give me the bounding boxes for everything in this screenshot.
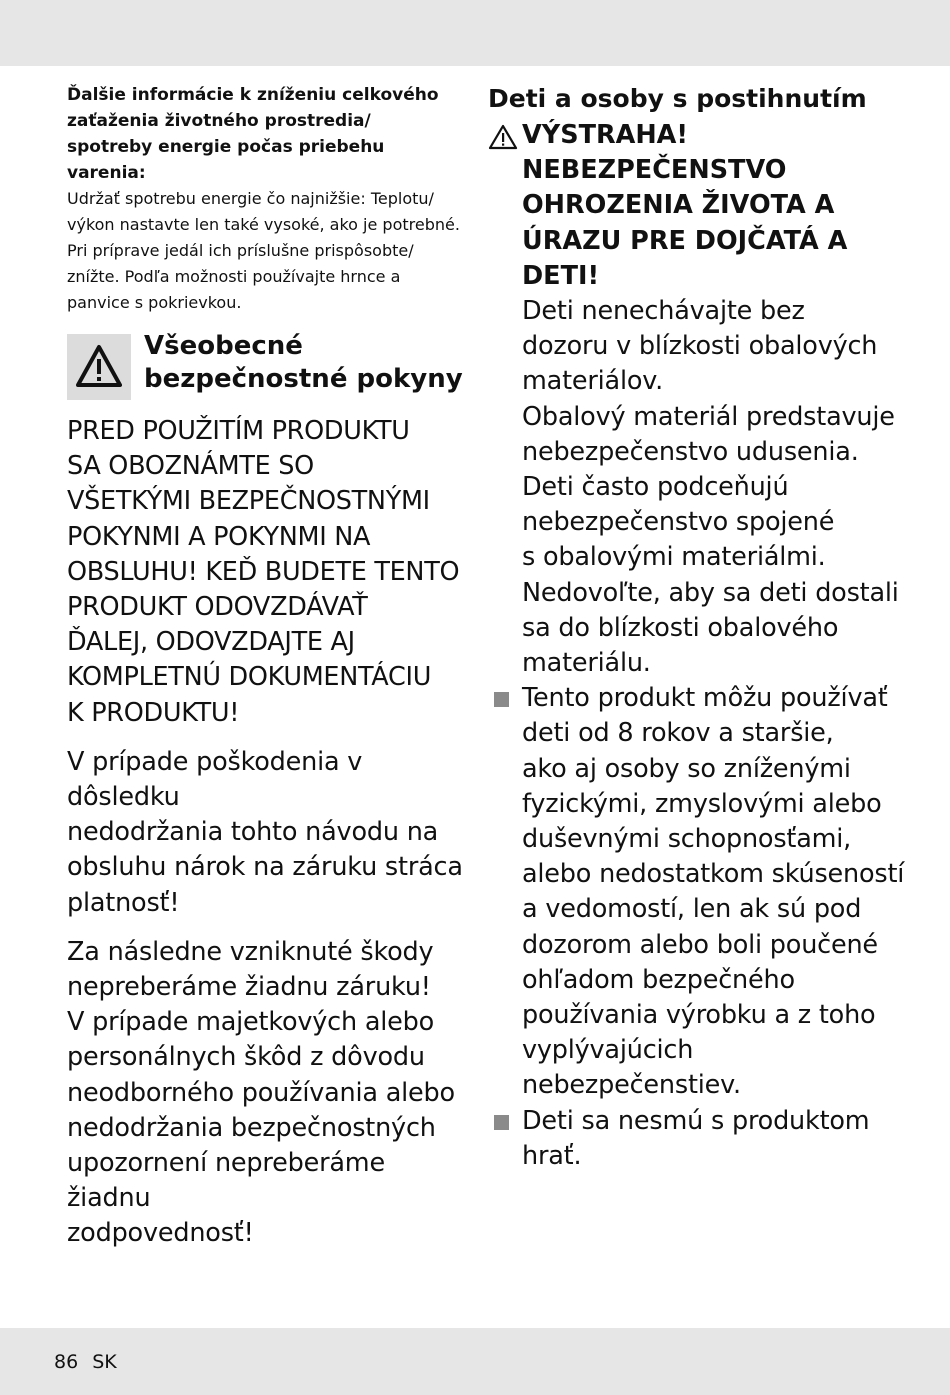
warning-icon-box — [67, 334, 131, 400]
page-number: 86 — [54, 1351, 79, 1373]
list-item — [488, 681, 908, 1103]
header-band — [0, 0, 950, 66]
list-item — [488, 1104, 908, 1174]
liability-paragraph: Za následne vzniknuté škody nepreberáme žiadnu záruku! V prípade majetkových alebo personálnych škôd z dôvodu neodborného používania alebo nedodržania bezpečnostných upozornení nepreberáme žiadnu zodpovednosť! — [67, 936, 455, 1249]
warning-text: Deti nenechávajte bez dozoru v blízkosti obalových materiálov. Obalový materiál predstavuje nebezpečenstvo udusenia. Deti často podceňujú nebezpečenstvo spojené s obalovými materiálmi. Nedovoľte, aby sa deti dostali sa do blízkosti obalového materiálu. — [522, 296, 899, 679]
footer-band — [0, 1328, 950, 1395]
list-item-text: Deti sa nesmú s produktom hrať. — [522, 1105, 870, 1171]
square-bullet-icon — [494, 692, 509, 707]
warning-triangle-icon — [488, 124, 518, 150]
page-footer — [54, 1351, 117, 1373]
children-warning — [488, 118, 908, 681]
read-instructions-notice: PRED POUŽITÍM PRODUKTU SA OBOZNÁMTE SO VŠETKÝMI BEZPEČNOSTNÝMI POKYNMI A POKYNMI NA OBSLUHU! KEĎ BUDETE TENTO PRODUKT ODOVZDÁVAŤ ĎALEJ, ODOVZDAJTE AJ KOMPLETNÚ DOKUMENTÁCIU K PRODUKTU! — [67, 416, 460, 728]
right-column — [488, 82, 908, 1174]
safety-section-header — [67, 332, 467, 408]
children-section-title: Deti a osoby s postihnutím — [488, 84, 867, 113]
warranty-paragraph: V prípade poškodenia v dôsledku nedodržania tohto návodu na obsluhu nárok na záruku stráca platnosť! — [67, 746, 463, 918]
list-item-text: Tento produkt môžu používať deti od 8 rokov a staršie, ako aj osoby so zníženými fyzickými, zmyslovými alebo duševnými schopnosťami, alebo nedostatkom skúseností a vedomostí, len ak sú pod dozorom alebo boli poučené ohľadom bezpečného používania výrobku a z toho vyplývajúcich nebezpečenstiev. — [522, 683, 905, 1101]
language-code: SK — [92, 1351, 117, 1373]
left-column — [67, 82, 467, 1252]
warning-triangle-icon — [76, 344, 122, 388]
warning-heading: VÝSTRAHA! NEBEZPEČENSTVO OHROZENIA ŽIVOTA A ÚRAZU PRE DOJČATÁ A DETI! — [522, 120, 848, 291]
environment-info-text: Udržať spotrebu energie čo najnižšie: Teplotu/ výkon nastavte len také vysoké, ako je potrebné. Pri príprave jedál ich príslušne prispôsobte/ znížte. Podľa možnosti používajte hrnce a panvice s pokrievkou. — [67, 189, 460, 312]
safety-section-title: Všeobecné bezpečnostné pokyny — [144, 331, 463, 394]
environment-info-heading: Ďalšie informácie k zníženiu celkového zaťaženia životného prostredia/ spotreby energie počas priebehu varenia: — [67, 85, 439, 183]
square-bullet-icon — [494, 1115, 509, 1130]
